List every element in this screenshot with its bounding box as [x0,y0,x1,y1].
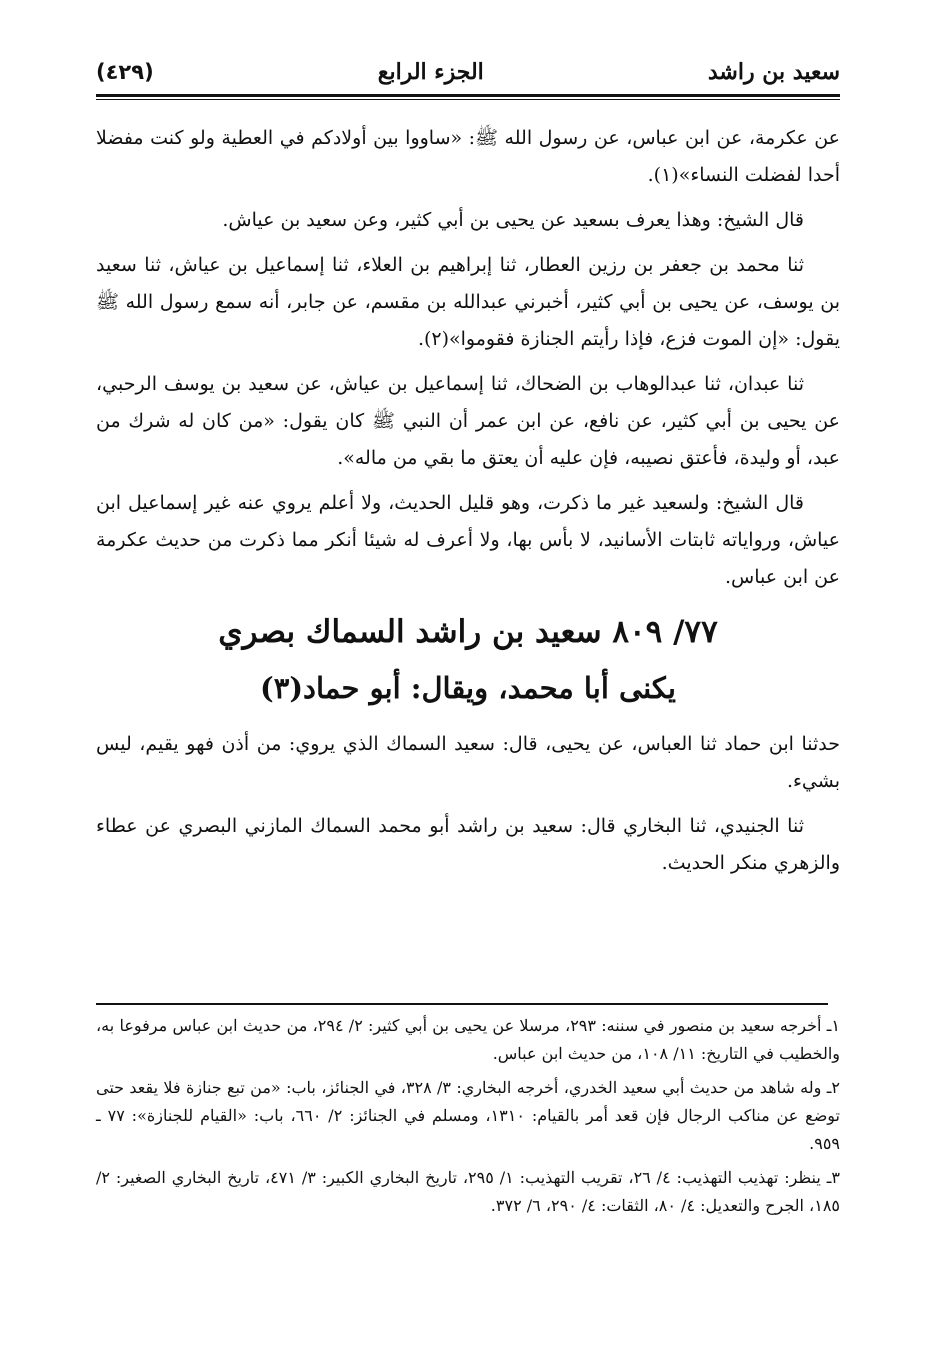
page-header [96,52,840,92]
part-title: الجزء الرابع [377,59,484,85]
main-text [96,120,840,890]
paragraph-hadith-1: عن عكرمة، عن ابن عباس، عن رسول الله ﷺ: «ساووا بين أولادكم في العطية ولو كنت مفضلا أحدا لفضلت النساء»(١). [96,127,840,186]
footnotes [96,1012,840,1226]
header-rule-thin [96,99,840,100]
paragraph-report-2: ثنا الجنيدي، ثنا البخاري قال: سعيد بن راشد أبو محمد السماك المازني البصري عن عطاء والزهري منكر الحديث. [96,815,840,874]
footnote-2: ٢ـ وله شاهد من حديث أبي سعيد الخدري، أخرجه البخاري: ٣/ ٣٢٨، في الجنائز، باب: «من تبع جنازة فلا يقعد حتى توضع عن مناكب الرجال فإن قعد أمر بالقيام: ١٣١٠، ومسلم في الجنائز: ٢/ ٦٦٠، باب: «القيام للجنازة»: ٧٧ ـ ٩٥٩. [96,1078,841,1153]
entry-subtitle: يكنى أبا محمد، ويقال: أبو حماد(٣) [260,671,676,705]
page-number: (٤٢٩) [96,60,154,84]
footnote-3: ٣ـ ينظر: تهذيب التهذيب: ٤/ ٢٦، تقريب التهذيب: ١/ ٢٩٥، تاريخ البخاري الكبير: ٣/ ٤٧١، تاريخ البخاري الصغير: ٢/ ١٨٥، الجرح والتعديل: ٤/ ٨٠، الثقات: ٤/ ٢٩٠، ٦/ ٣٧٢. [96,1168,841,1215]
entry-title: ٧٧/ ٨٠٩ سعيد بن راشد السماك بصري [218,614,718,650]
paragraph-hadith-3: ثنا عبدان، ثنا عبدالوهاب بن الضحاك، ثنا إسماعيل بن عياش، عن سعيد بن يوسف الرحبي، عن يحيى بن أبي كثير، عن نافع، عن ابن عمر أن النبي ﷺ كان يقول: «من كان له شرك من عبد، أو وليدة، فأعتق نصيبه، فإن عليه أن يعتق ما بقي من ماله». [96,373,840,469]
paragraph-report-1: حدثنا ابن حماد ثنا العباس، عن يحيى، قال: سعيد السماك الذي يروي: من أذن فهو يقيم، ليس بشيء. [96,733,840,792]
footnote-1: ١ـ أخرجه سعيد بن منصور في سننه: ٢٩٣، مرسلا عن يحيى بن أبي كثير: ٢/ ٢٩٤، من حديث ابن عباس مرفوعا به، والخطيب في التاريخ: ١١/ ١٠٨، من حديث ابن عباس. [96,1016,840,1063]
footnote-rule [96,1003,828,1005]
running-title: سعيد بن راشد [707,59,840,85]
header-rule [96,94,840,97]
paragraph-sheikh-note-1: قال الشيخ: وهذا يعرف بسعيد عن يحيى بن أبي كثير، وعن سعيد بن عياش. [222,209,804,231]
paragraph-hadith-2: ثنا محمد بن جعفر بن رزين العطار، ثنا إبراهيم بن العلاء، ثنا إسماعيل بن عياش، ثنا سعيد بن يوسف، عن يحيى بن أبي كثير، أخبرني عبدالله بن مقسم، عن جابر، أنه سمع رسول الله ﷺ يقول: «إن الموت فزع، فإذا رأيتم الجنازة فقوموا»(٢). [96,254,840,350]
paragraph-sheikh-note-2: قال الشيخ: ولسعيد غير ما ذكرت، وهو قليل الحديث، ولا أعلم يروي عنه غير إسماعيل ابن عياش، ورواياته ثابتات الأسانيد، لا بأس بها، ولا أعرف له شيئا أنكر مما ذكرت من حديث عكرمة عن ابن عباس. [96,492,840,588]
